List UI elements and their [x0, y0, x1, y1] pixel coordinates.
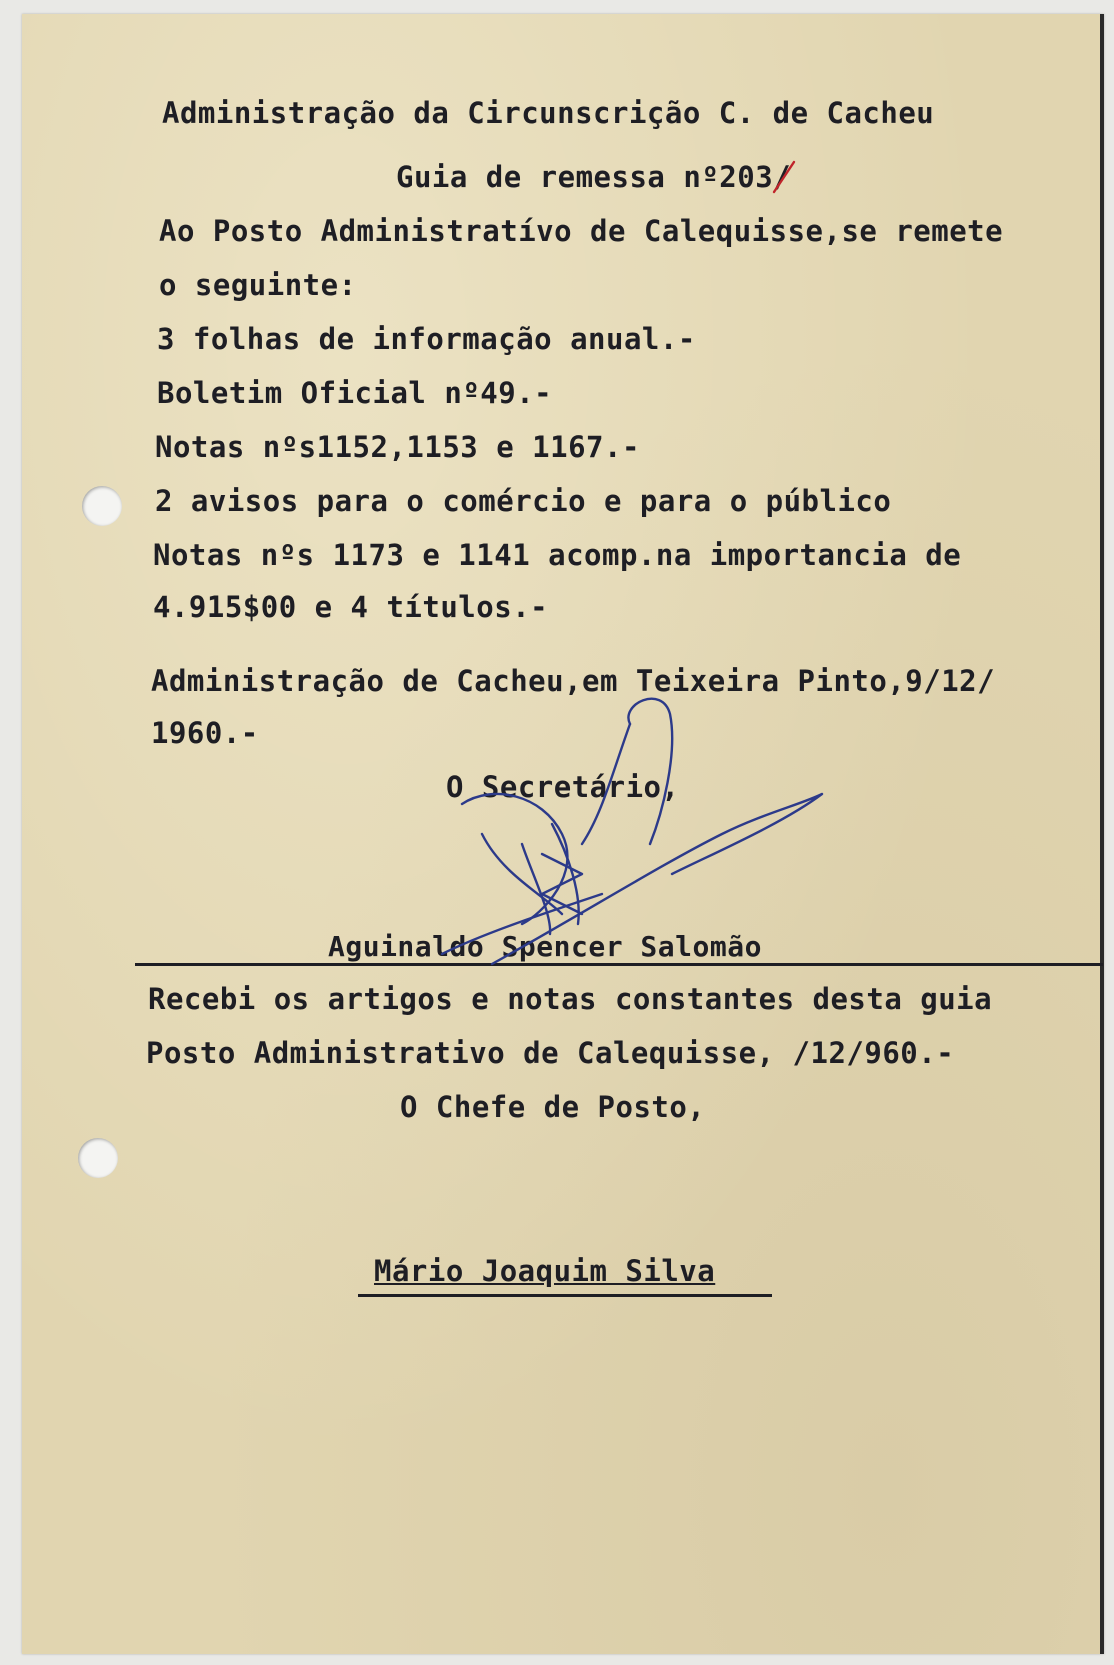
receiver-name: Mário Joaquim Silva [374, 1254, 716, 1288]
receipt-line-1: Recebi os artigos e notas constantes desta guia [148, 982, 993, 1016]
receipt-line-2: Posto Administrativo de Calequisse, /12/960.- [146, 1036, 955, 1070]
item-line: Notas nºs 1173 e 1141 acomp.na importancia de [153, 538, 962, 572]
guide-number: Guia de remessa nº203/ [396, 160, 792, 194]
receipt-role: O Chefe de Posto, [400, 1090, 706, 1124]
place-date-line-2: 1960.- [151, 716, 259, 750]
header-title: Administração da Circunscrição C. de Cacheu [162, 96, 935, 130]
signature-stroke [582, 724, 630, 844]
sender-role: O Secretário, [446, 770, 680, 804]
place-date-line-1: Administração de Cacheu,em Teixeira Pinto,9/12/ [151, 664, 996, 698]
intro-line-2: o seguinte: [159, 268, 357, 302]
item-line: 4.915$00 e 4 títulos.- [153, 590, 549, 624]
correction-mark [774, 162, 794, 192]
item-line: 3 folhas de informação anual.- [157, 322, 696, 356]
signature-scribble [22, 14, 1104, 1654]
signature-stroke [492, 794, 822, 964]
item-line: Boletim Oficial nº49.- [157, 376, 553, 410]
signature-stroke [628, 699, 672, 844]
document-page [22, 14, 1104, 1654]
intro-line-1: Ao Posto Administratívo de Calequisse,se remete [159, 214, 1004, 248]
item-line: Notas nºs1152,1153 e 1167.- [155, 430, 640, 464]
sender-name: Aguinaldo Spencer Salomão [328, 930, 762, 963]
item-line: 2 avisos para o comércio e para o público [155, 484, 892, 518]
